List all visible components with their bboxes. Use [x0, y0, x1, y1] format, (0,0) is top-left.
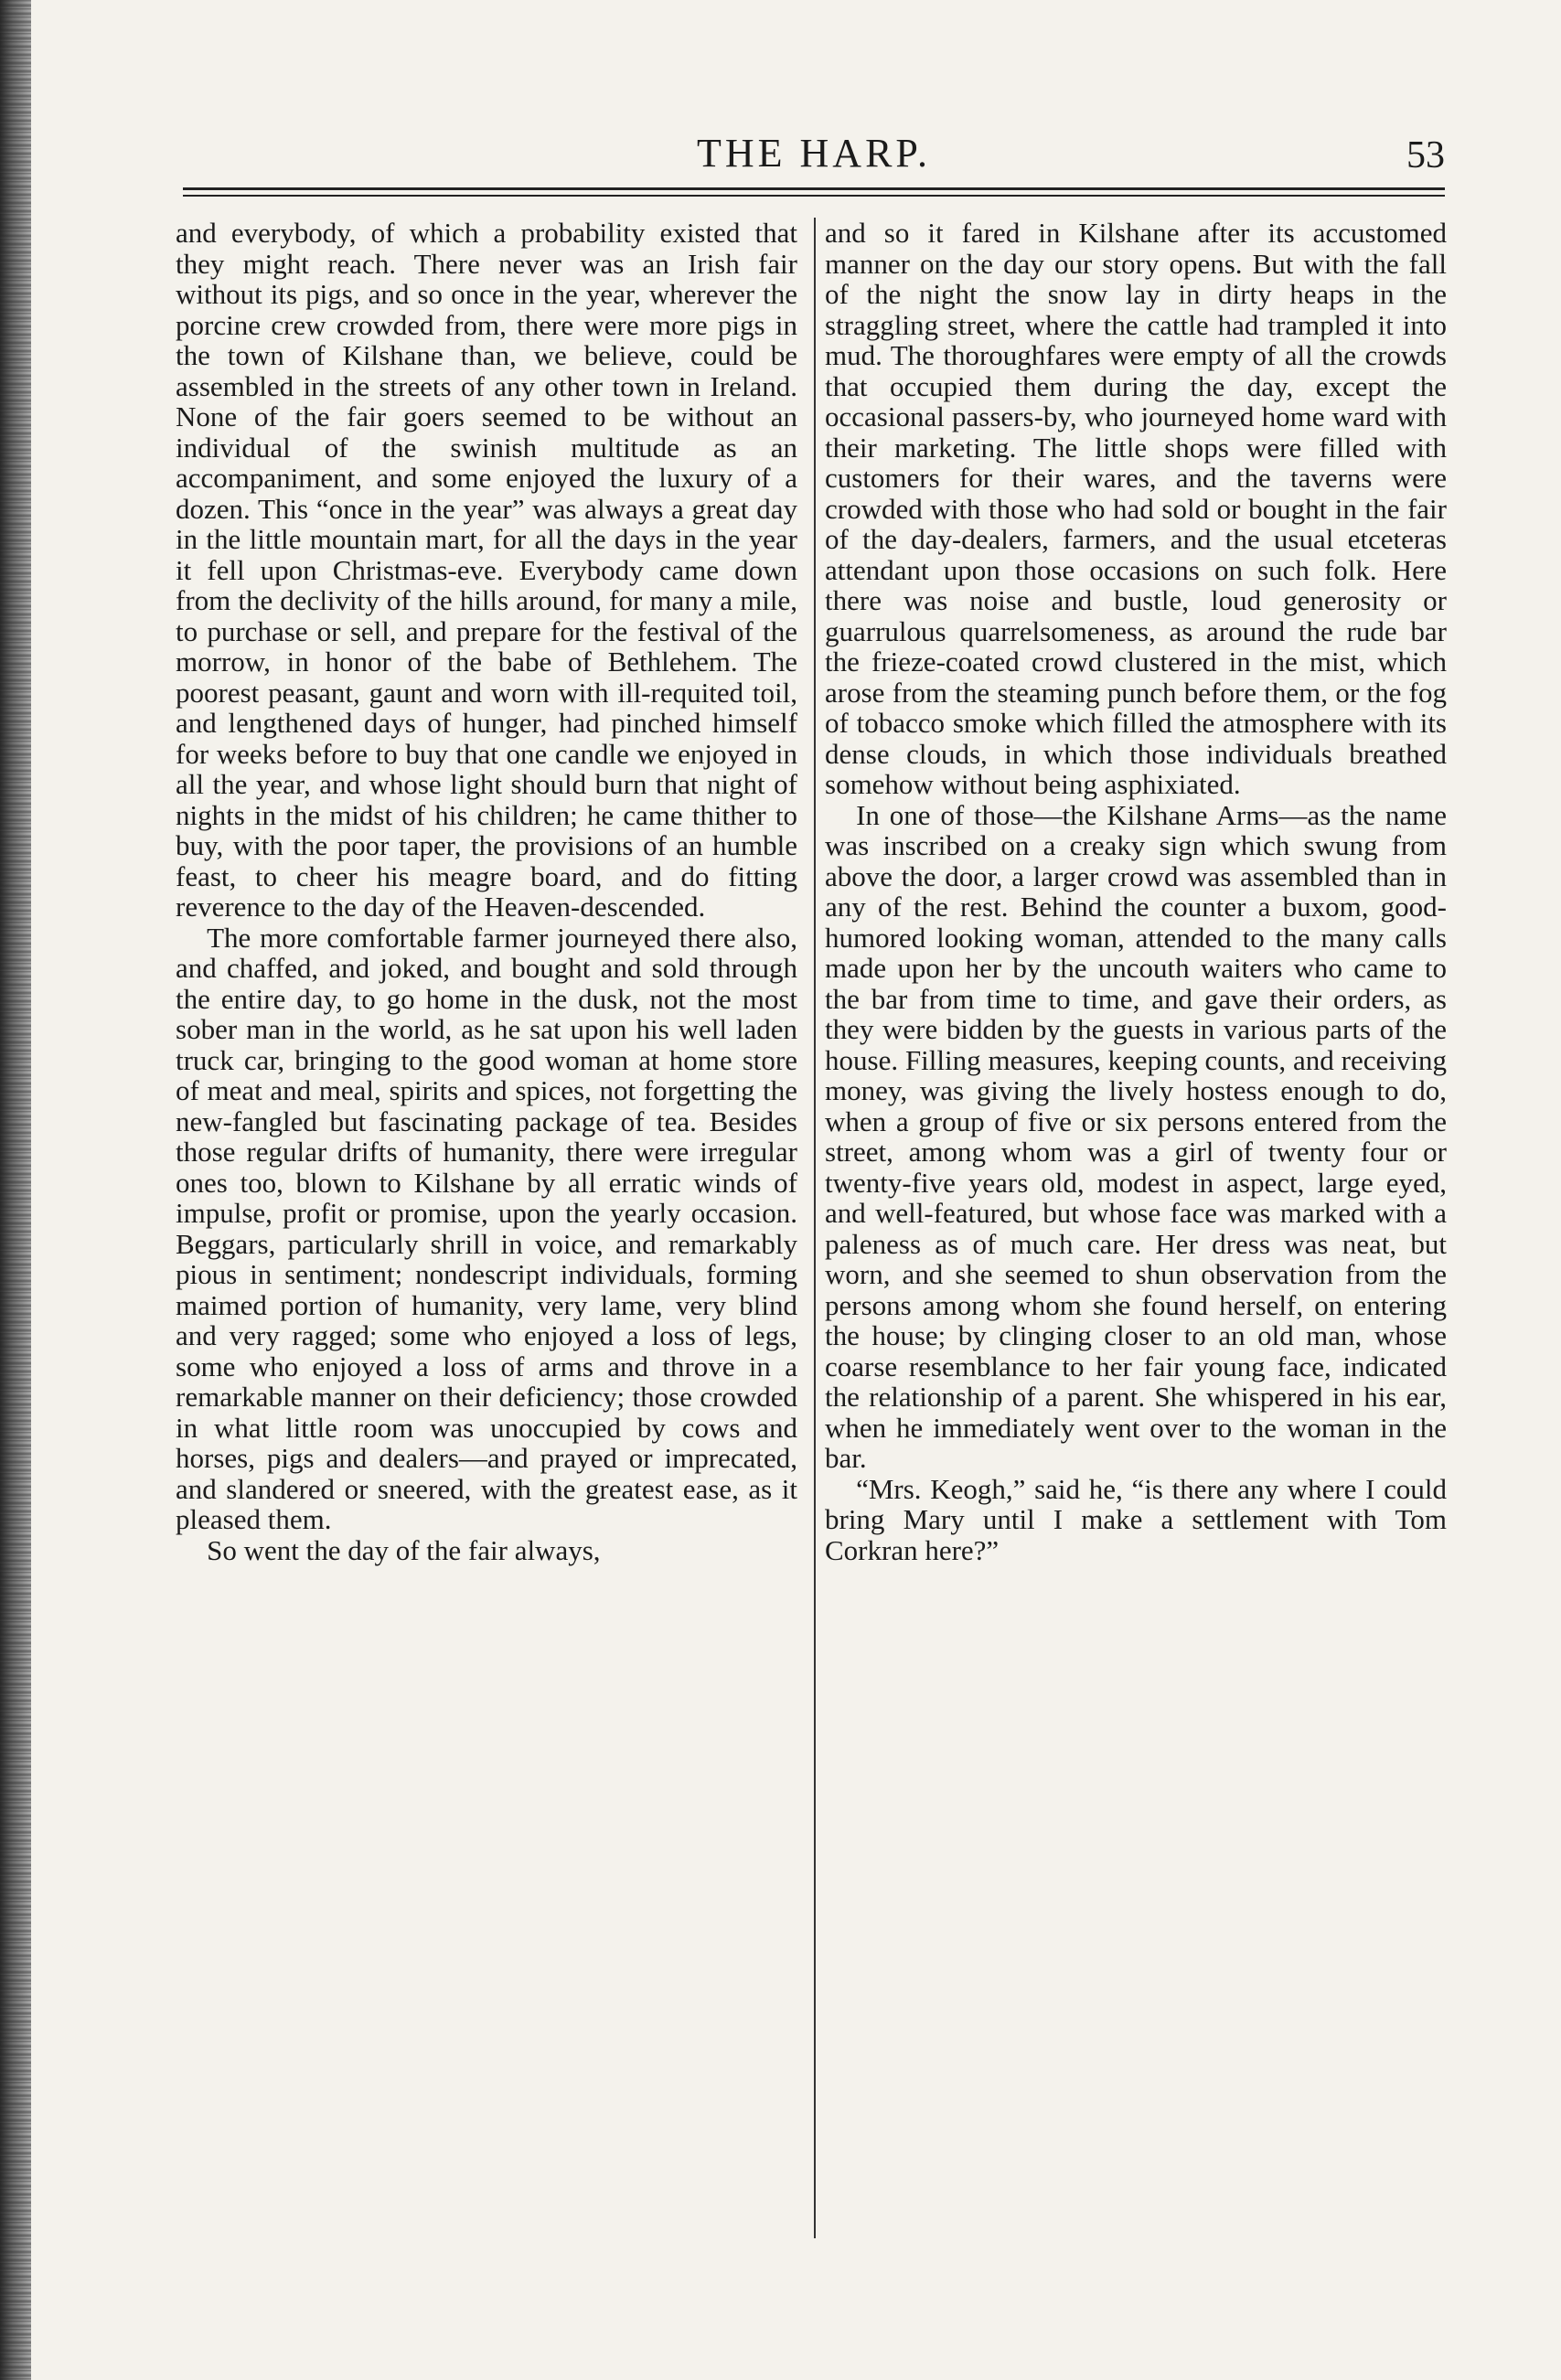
right-paragraph-2: In one of those—the Kilshane Arms—as the name was inscribed on a creaky sign which swung from above the door, a larger crowd was assembled than in any of the rest. Behind the counter a buxom, good-humored looking woman, attended to the many calls made upon her by the uncouth waiters who came to the bar from time to time, and gave their orders, as they were bidden by the guests in various parts of the house. Filling measures, keeping counts, and receiving money, was giving the lively hostess enough to do, when a group of five or six persons entered from the street, among whom was a girl of twenty four or twenty-five years old, modest in aspect, large eyed, and well-featured, but whose face was marked with a paleness as of much care. Her dress was neat, but worn, and she seemed to shun observation from the persons among whom she found herself, on entering the house; by clinging closer to an old man, whose coarse resemblance to her fair young face, indicated the relationship of a parent. She whispered in his ear, when he immediately went over to the woman in the bar. — [825, 798, 1447, 1474]
page-number: 53 — [1406, 134, 1445, 176]
left-column — [176, 218, 797, 1565]
right-column — [825, 218, 1447, 1565]
left-paragraph-3: So went the day of the fair always, — [207, 1533, 601, 1566]
left-paragraph-1: and everybody, of which a probability existed that they might reach. There never was an Irish fair without its pigs, and so once in the year, wherever the porcine crew crowded from, there were more pigs in the town of Kilshane than, we believe, could be assembled in the streets of any other town in Ireland. None of the fair goers seemed to be without an individual of the swinish multitude as an accompaniment, and some enjoyed the luxury of a dozen. This “once in the year” was always a great day in the little mountain mart, for all the days in the year it fell upon Christmas-eve. Everybody came down from the declivity of the hills around, for many a mile, to purchase or sell, and prepare for the festival of the morrow, in honor of the babe of Bethlehem. The poorest peasant, gaunt and worn with ill-requited toil, and lengthened days of hunger, had pinched himself for weeks before to buy that one candle we enjoyed in all the year, and whose light should burn that night of nights in the midst of his children; he came thither to buy, with the poor taper, the provisions of an humble feast, to cheer his meagre board, and do fitting reverence to the day of the Heaven-descended. — [176, 217, 797, 923]
header-rule-thick — [183, 187, 1445, 190]
column-divider — [814, 218, 816, 2238]
right-paragraph-3: “Mrs. Keogh,” said he, “is there any where I could bring Mary until I make a settlement with Tom Corkran here?” — [825, 1472, 1447, 1566]
running-title: THE HARP. — [696, 131, 932, 176]
page-header — [183, 130, 1445, 185]
header-rule-thin — [183, 195, 1445, 197]
right-paragraph-1: and so it fared in Kilshane after its accustomed manner on the day our story opens. But with the fall of the night the snow lay in dirty heaps in the straggling street, where the cattle had trampled it into mud. The thoroughfares were empty of all the crowds that occupied them during the day, except the occasional passers-by, who journeyed home ward with their marketing. The little shops were filled with customers for their wares, and the taverns were crowded with those who had sold or bought in the fair of the day-dealers, farmers, and the usual etceteras attendant upon those occasions on such folk. Here there was noise and bustle, loud generosity or guarrulous quarrelsomeness, as around the rude bar the frieze-coated crowd clustered in the mist, which arose from the steaming punch before them, or the fog of tobacco smoke which filled the atmosphere with its dense clouds, in which those individuals breathed somehow without being asphixiated. — [825, 217, 1447, 800]
left-paragraph-2: The more comfortable farmer journeyed there also, and chaffed, and joked, and bought and sold through the entire day, to go home in the dusk, not the most sober man in the world, as he sat upon his well laden truck car, bringing to the good woman at home store of meat and meal, spirits and spices, not forgetting the new-fangled but fascinating package of tea. Besides those regular drifts of humanity, there were irregular ones too, blown to Kilshane by all erratic winds of impulse, profit or promise, upon the yearly occasion. Beggars, particularly shrill in voice, and remarkably pious in sentiment; nondescript individuals, forming maimed portion of humanity, very lame, very blind and very ragged; some who enjoyed a loss of legs, some who enjoyed a loss of arms and throve in a remarkable manner on their deficiency; those crowded in what little room was unoccupied by cows and horses, pigs and dealers—and prayed or imprecated, and slandered or sneered, with the greatest ease, as it pleased them. — [176, 921, 797, 1535]
